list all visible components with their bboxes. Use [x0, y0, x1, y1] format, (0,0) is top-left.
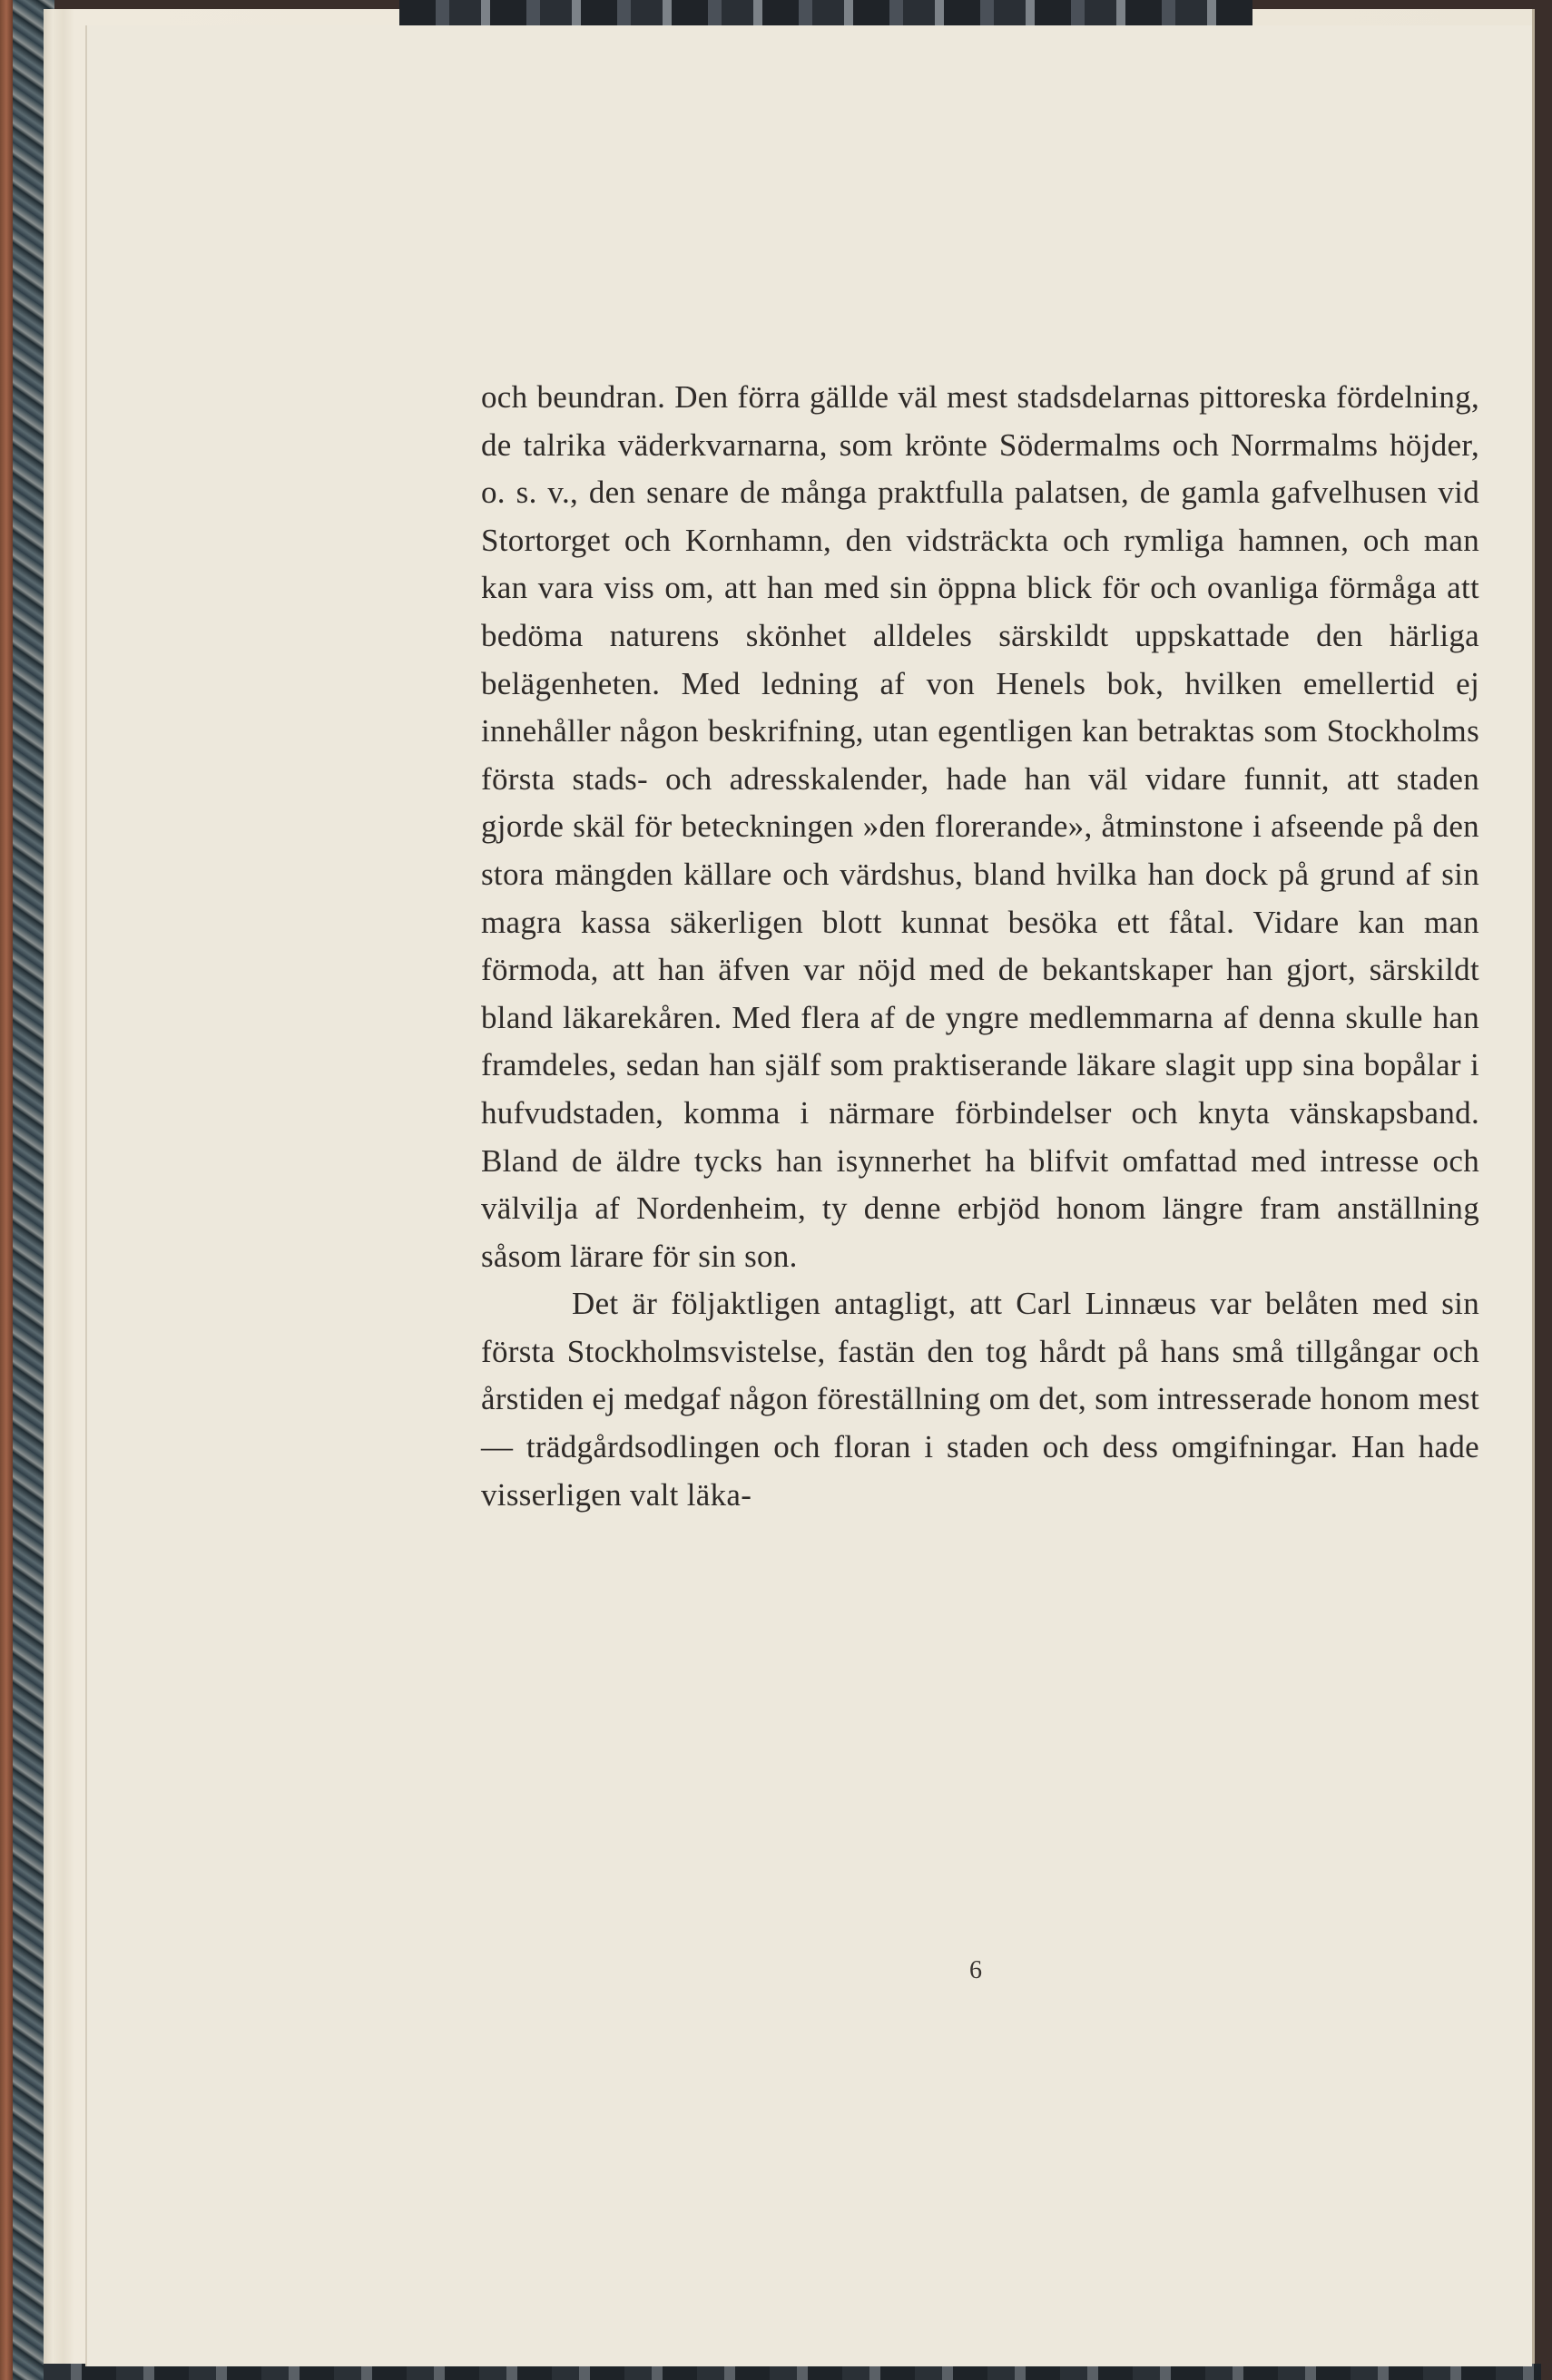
paragraph-2: Det är följaktligen antagligt, att Carl Linnæus var belåten med sin första Stockholmsvistelse, fastän den tog hårdt på hans små tillgångar och årstiden ej medgaf någon föreställning om det, som intresserade honom mest — trädgårdsodlingen och floran i staden och dess omgifningar. Han hade visserligen valt läka- [481, 1286, 1479, 1513]
book-binding [0, 0, 13, 2380]
body-text [481, 374, 1479, 1519]
paragraph-1: och beundran. Den förra gällde väl mest stadsdelarnas pittoreska fördelning, de talrika väderkvarnarna, som krönte Södermalms och Norrmalms höjder, o. s. v., den senare de många praktfulla palatsen, de gamla gafvelhusen vid Stortorget och Kornhamn, den vidsträckta och rymliga hamnen, och man kan vara viss om, att han med sin öppna blick för och ovanliga förmåga att bedöma naturens skönhet alldeles särskildt uppskattade den härliga belägenheten. Med ledning af von Henels bok, hvilken emellertid ej innehåller någon beskrifning, utan egentligen kan betraktas som Stockholms första stads- och adresskalender, hade han väl vidare funnit, att staden gjorde skäl för beteckningen »den florerande», åtminstone i afseende på den stora mängden källare och värdshus, bland hvilka han dock på grund af sin magra kassa säkerligen blott kunnat besöka ett fåtal. Vidare kan man förmoda, att han äfven var nöjd med de bekantskaper han gjort, särskildt bland läkarekåren. Med flera af de yngre medlemmarna af denna skulle han framdeles, sedan han själf som praktiserande läkare slagit upp sina bopålar i hufvudstaden, komma i närmare förbindelser och knyta vänskapsband. Bland de äldre tycks han isynnerhet ha blifvit omfattad med intresse och välvilja af Nordenheim, ty denne erbjöd honom längre fram anställning såsom lärare för sin son. [481, 379, 1479, 1274]
page-number: 6 [969, 1956, 982, 1984]
top-cover-strip [399, 0, 1252, 27]
